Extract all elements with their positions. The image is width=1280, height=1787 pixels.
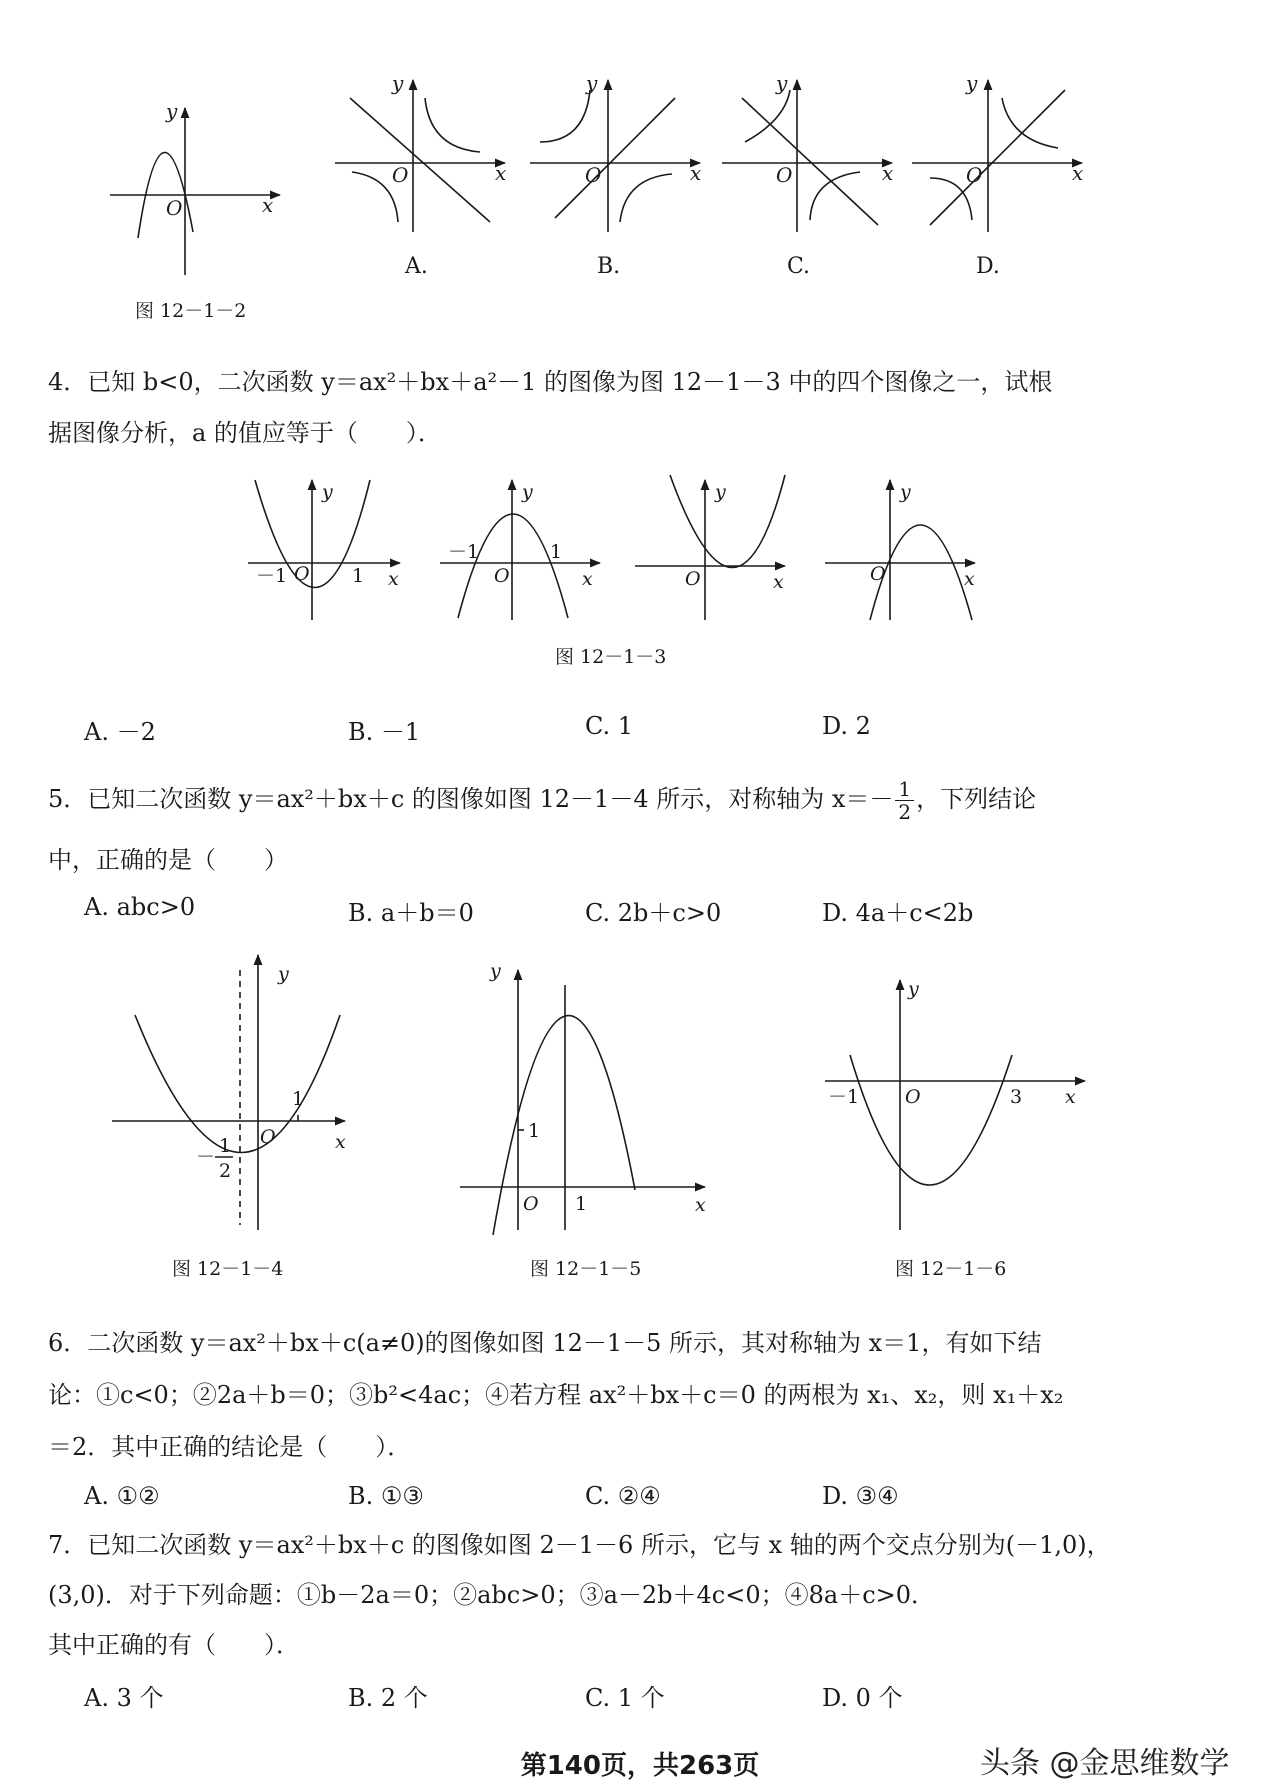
svg-text:－: －	[196, 1146, 216, 1168]
option-a-label: A.	[405, 254, 428, 279]
svg-text:1: 1	[550, 541, 563, 563]
svg-text:x: x	[1072, 161, 1084, 185]
svg-text:x: x	[695, 1194, 706, 1216]
figure-option-a	[335, 80, 505, 232]
svg-text:2: 2	[219, 1160, 232, 1182]
svg-text:O: O	[392, 163, 409, 187]
q4-option-b[interactable]: B. －1	[348, 718, 421, 746]
question-6-line-3: ＝2．其中正确的结论是（ ）．	[48, 1433, 412, 1461]
svg-text:x: x	[495, 161, 507, 185]
q7-option-b[interactable]: B. 2 个	[348, 1684, 428, 1712]
svg-text:O: O	[776, 163, 793, 187]
svg-text:O: O	[966, 163, 983, 187]
svg-text:x: x	[1065, 1086, 1076, 1108]
svg-text:y: y	[278, 963, 289, 985]
fig-12-1-3-graph-3	[635, 475, 785, 620]
q5-text-b: ，下列结论	[916, 785, 1037, 813]
q5-option-b[interactable]: B. a＋b＝0	[348, 899, 474, 927]
q6-option-c[interactable]: C. ②④	[585, 1482, 661, 1510]
svg-text:y: y	[522, 481, 533, 503]
question-4-line-2: 据图像分析，a 的值应等于（ ）．	[48, 419, 442, 447]
svg-text:y: y	[322, 481, 333, 503]
svg-text:1: 1	[528, 1120, 541, 1142]
q5-text-a: 5．已知二次函数 y＝ax²＋bx＋c 的图像如图 12－1－4 所示，对称轴为 x＝－	[48, 785, 894, 813]
figure-option-c	[722, 80, 892, 232]
svg-text:x: x	[388, 568, 399, 590]
q6-option-d[interactable]: D. ③④	[822, 1482, 899, 1510]
q5-option-d[interactable]: D. 4a＋c<2b	[822, 899, 974, 927]
svg-text:O: O	[585, 163, 602, 187]
svg-text:y: y	[908, 978, 919, 1000]
page-footer: 第140页，共263页	[520, 1751, 760, 1781]
svg-text:O: O	[260, 1126, 276, 1148]
svg-text:1: 1	[219, 1135, 232, 1157]
q7-option-d[interactable]: D. 0 个	[822, 1684, 903, 1712]
svg-text:y: y	[776, 71, 788, 95]
q5-fraction: $\frac{1}{2}$	[895, 778, 914, 823]
svg-text:y: y	[392, 71, 404, 95]
svg-text:x: x	[882, 161, 894, 185]
q4-option-c[interactable]: C. 1	[585, 712, 634, 740]
axis-y-main: y	[166, 99, 178, 123]
svg-text:x: x	[335, 1131, 346, 1153]
q7-option-c[interactable]: C. 1 个	[585, 1684, 665, 1712]
svg-text:O: O	[523, 1193, 539, 1215]
svg-text:1: 1	[292, 1088, 305, 1110]
q7-option-a[interactable]: A. 3 个	[84, 1684, 164, 1712]
svg-text:O: O	[494, 565, 510, 587]
figure-12-1-2-row	[0, 60, 1280, 330]
option-b-label: B.	[597, 254, 621, 279]
question-6-line-1: 6．二次函数 y＝ax²＋bx＋c(a≠0)的图像如图 12－1－5 所示，其对称轴为 x＝1，有如下结	[48, 1329, 1042, 1357]
figure-caption-12-1-6: 图 12－1－6	[895, 1258, 1007, 1280]
svg-text:x: x	[690, 161, 702, 185]
figure-option-d	[912, 80, 1082, 232]
svg-text:O: O	[870, 563, 886, 585]
svg-text:1: 1	[575, 1193, 588, 1215]
question-7-line-2: (3,0)．对于下列命题：①b－2a＝0；②abc>0；③a－2b＋4c<0；④8a＋c>0．	[48, 1581, 936, 1609]
q4-option-d[interactable]: D. 2	[822, 712, 871, 740]
q6-option-b[interactable]: B. ①③	[348, 1482, 424, 1510]
axis-x-main: x	[262, 193, 274, 217]
q4-option-a[interactable]: A. －2	[84, 718, 156, 746]
svg-text:O: O	[294, 563, 310, 585]
figure-caption-12-1-2: 图 12－1－2	[135, 300, 247, 322]
svg-text:y: y	[715, 481, 726, 503]
svg-text:x: x	[773, 571, 784, 593]
figure-12-1-3	[230, 470, 1010, 670]
watermark: 头条 @金思维数学	[980, 1746, 1230, 1781]
figure-option-b	[530, 80, 700, 232]
svg-text:O: O	[905, 1086, 921, 1108]
svg-text:y: y	[900, 481, 911, 503]
question-4-line-1: 4．已知 b<0，二次函数 y＝ax²＋bx＋a²－1 的图像为图 12－1－3 中的四个图像之一，试根	[48, 368, 1053, 396]
q6-option-a[interactable]: A. ①②	[84, 1482, 160, 1510]
svg-text:x: x	[964, 568, 975, 590]
question-7-line-1: 7．已知二次函数 y＝ax²＋bx＋c 的图像如图 2－1－6 所示，它与 x 轴的两个交点分别为(－1,0)，	[48, 1531, 1111, 1559]
svg-text:3: 3	[1010, 1086, 1023, 1108]
origin-main: O	[166, 196, 183, 220]
option-c-label: C.	[787, 254, 811, 279]
svg-text:－1: －1	[828, 1086, 860, 1108]
q5-option-a[interactable]: A. abc>0	[84, 893, 196, 921]
svg-text:－1: －1	[256, 565, 288, 587]
figure-12-1-6	[825, 980, 1085, 1230]
question-5-line-1	[48, 778, 1036, 823]
question-6-line-2: 论：①c<0；②2a＋b＝0；③b²<4ac；④若方程 ax²＋bx＋c＝0 的两根为 x₁、x₂，则 x₁＋x₂	[48, 1381, 1064, 1409]
figure-caption-12-1-5: 图 12－1－5	[530, 1258, 642, 1280]
svg-text:O: O	[685, 568, 701, 590]
figure-12-1-2	[110, 108, 280, 275]
q5-option-c[interactable]: C. 2b＋c>0	[585, 899, 722, 927]
svg-text:y: y	[966, 71, 978, 95]
svg-text:x: x	[582, 568, 593, 590]
svg-text:y: y	[586, 71, 598, 95]
svg-text:－1: －1	[448, 541, 480, 563]
figure-12-1-4	[112, 955, 345, 1230]
svg-text:1: 1	[352, 565, 365, 587]
figure-caption-12-1-3: 图 12－1－3	[555, 646, 667, 668]
svg-text:y: y	[490, 960, 501, 982]
option-d-label: D.	[976, 254, 1000, 279]
figures-12-1-4-to-6	[0, 945, 1280, 1285]
question-7-line-3: 其中正确的有（ ）．	[48, 1631, 300, 1659]
question-5-line-2: 中，正确的是（ ）	[48, 846, 288, 874]
figure-caption-12-1-4: 图 12－1－4	[172, 1258, 284, 1280]
